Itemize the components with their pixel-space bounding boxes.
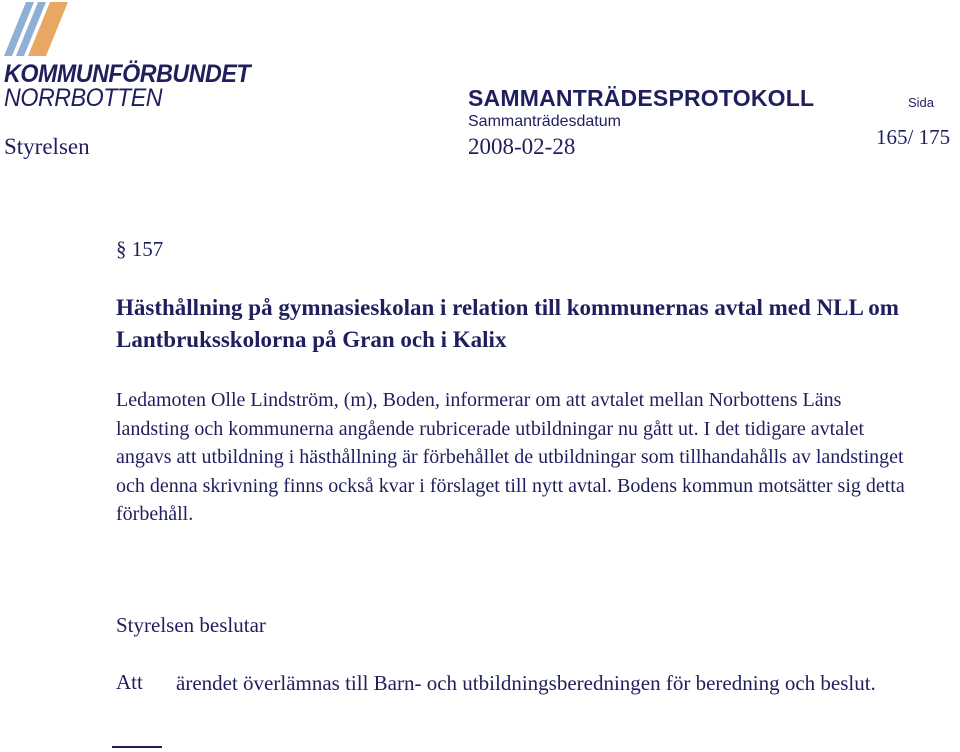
logo-text-line1: KOMMUNFÖRBUNDET [4, 60, 251, 88]
divider-rule [112, 746, 162, 748]
logo-mark [4, 2, 70, 62]
decision-text: ärendet överlämnas till Barn- och utbildningsberedningen för beredning och beslut. [176, 671, 876, 695]
section-heading: Hästhållning på gymnasieskolan i relation till kommunernas avtal med NLL om Lantbruksskolorna på Gran och i Kalix [116, 295, 899, 352]
meeting-date-value: 2008-02-28 [468, 134, 576, 159]
decision-heading: Styrelsen beslutar [116, 613, 266, 637]
logo-text-line2: NORRBOTTEN [4, 84, 163, 112]
organization-name: Styrelsen [4, 134, 90, 159]
page-number: 165/ 175 [876, 125, 951, 149]
page-label: Sida [908, 95, 935, 110]
section-number: § 157 [116, 237, 164, 261]
meeting-date-label: Sammanträdesdatum [468, 113, 621, 130]
protocol-title: SAMMANTRÄDESPROTOKOLL [468, 85, 815, 111]
decision-label: Att [116, 670, 143, 694]
section-body: Ledamoten Olle Lindström, (m), Boden, informerar om att avtalet mellan Norbottens Läns landsting och kommunerna angående rubricerade utbildningar nu gått ut. I det tidigare avtalet angavs att utbildning i hästhållning är förbehållet de utbildningar som tillhandahålls av landstinget och denna skrivning finns också kvar i förslaget till nytt avtal. Bodens kommun motsätter sig detta förbehåll. [116, 389, 905, 525]
